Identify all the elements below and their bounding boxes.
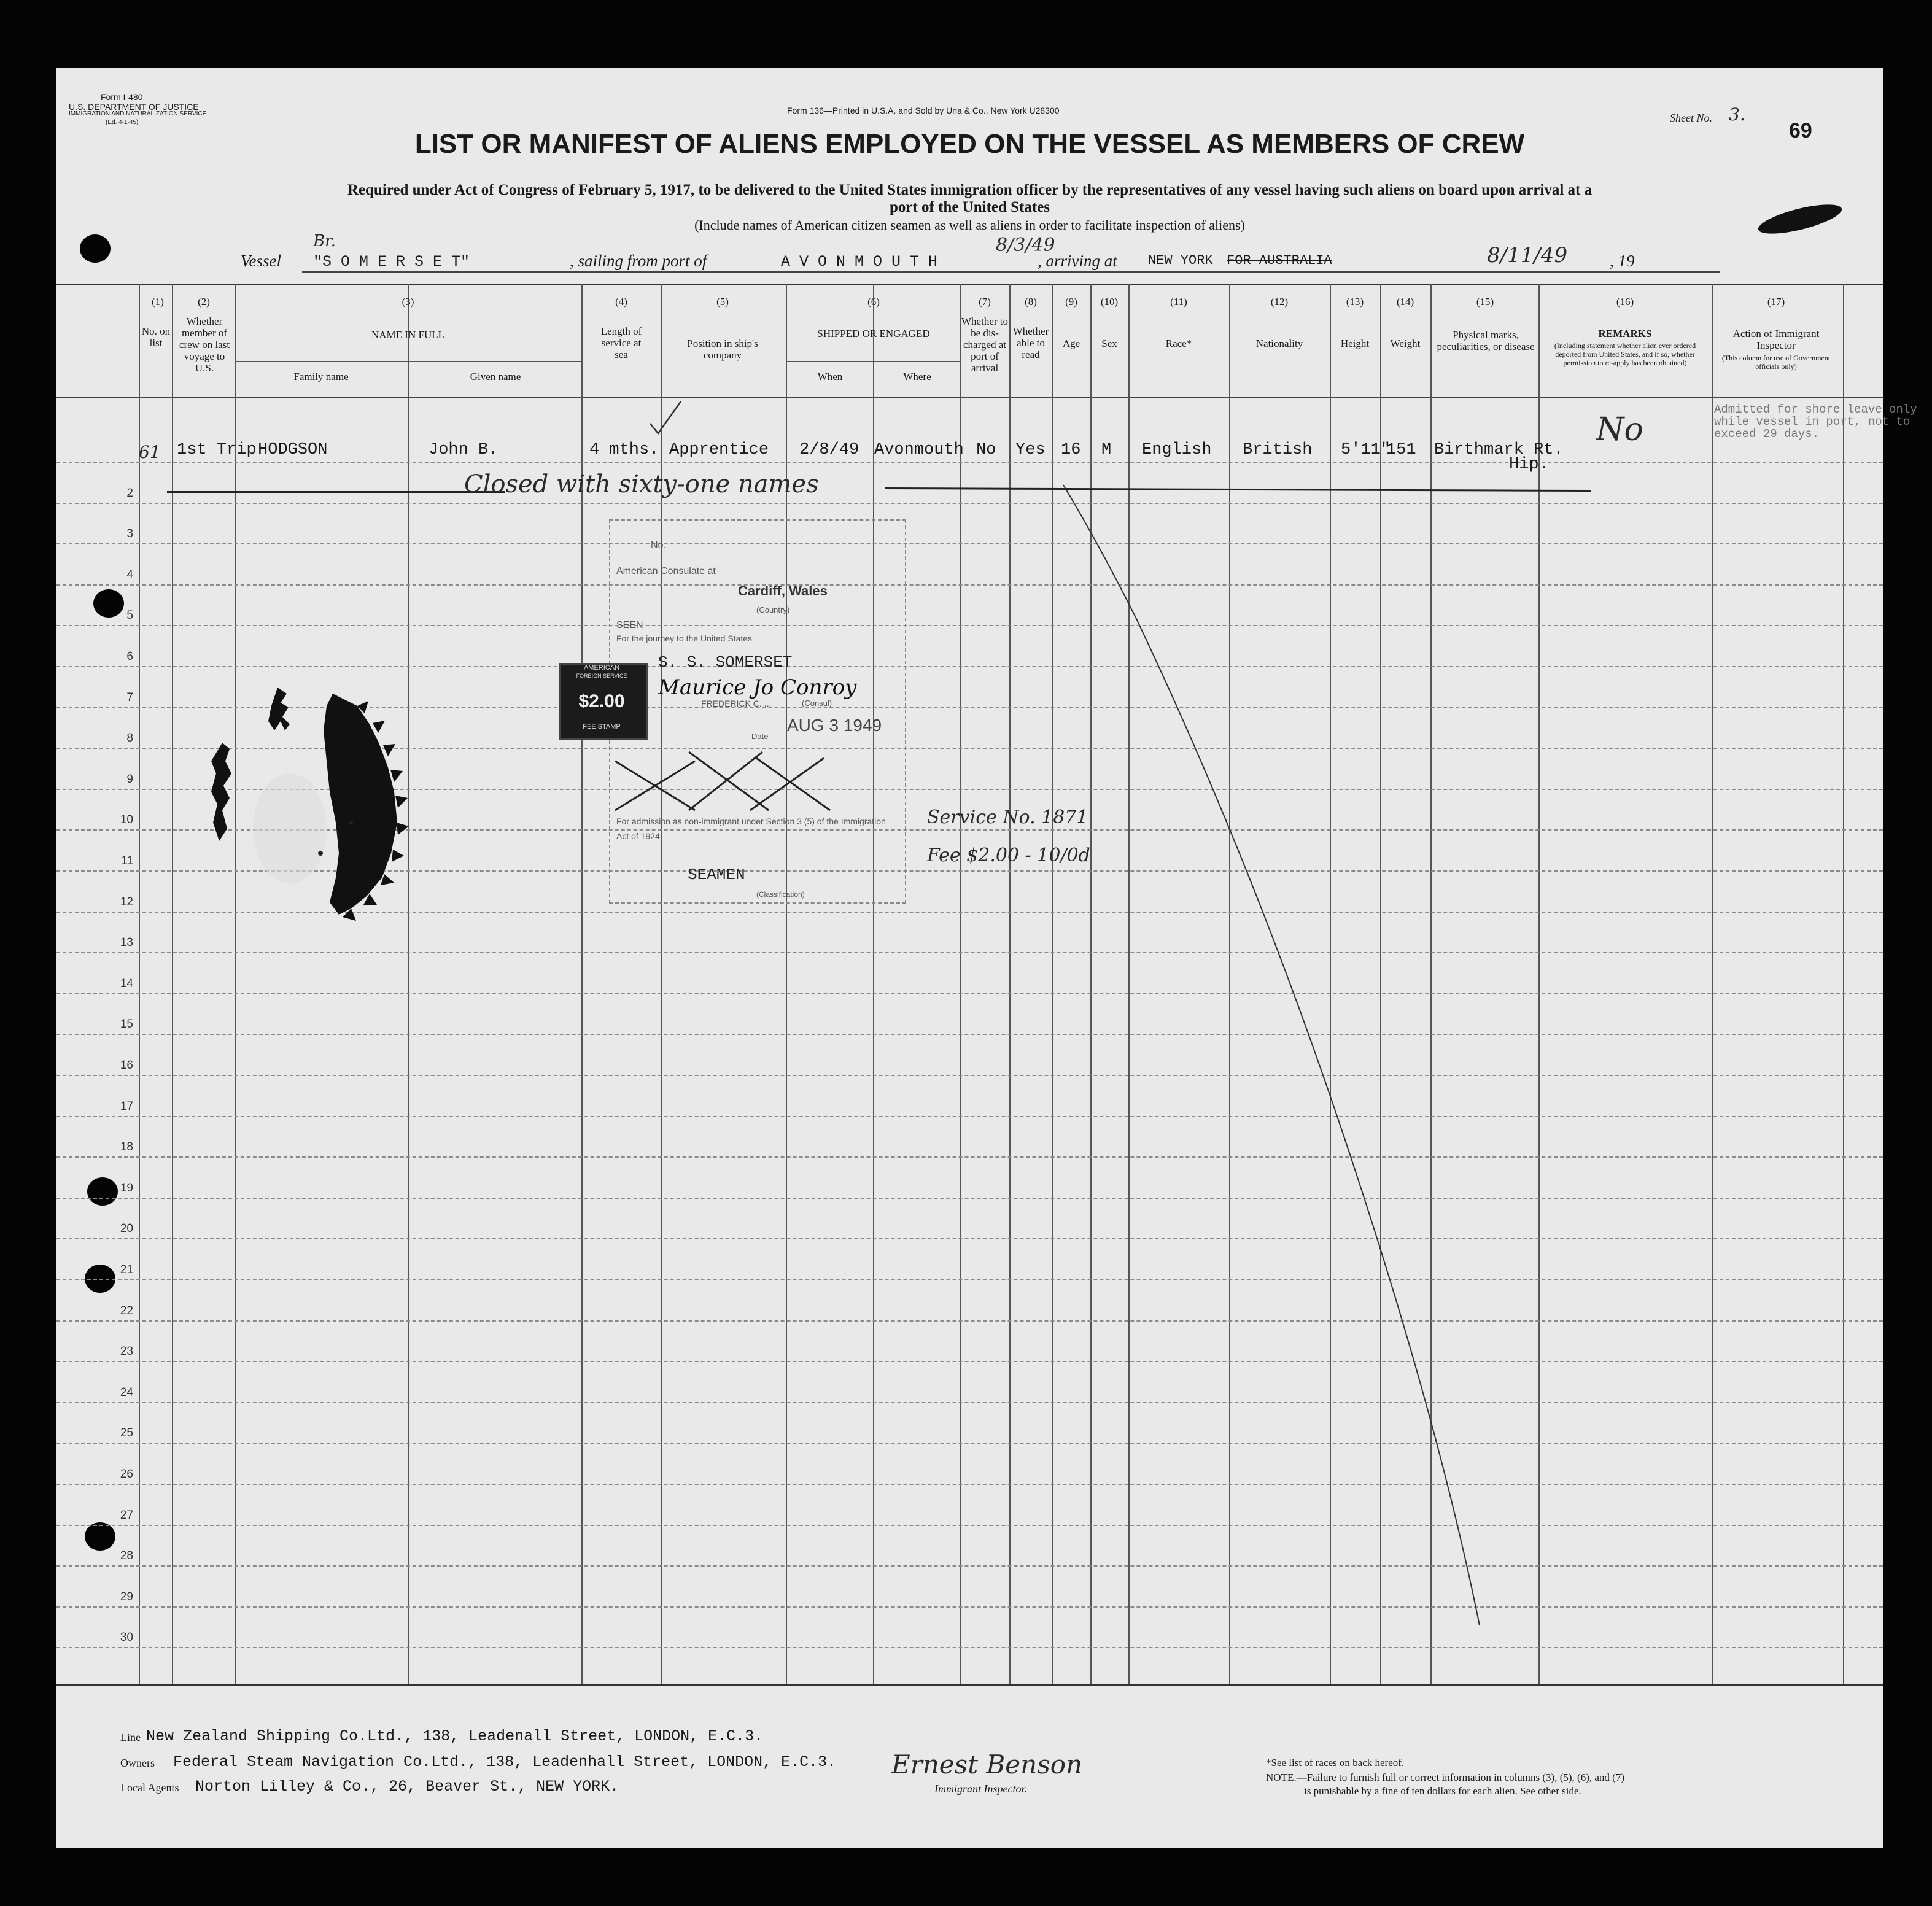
arriving-port: NEW YORK <box>1148 253 1213 268</box>
col4-header: Length of service at sea <box>600 325 642 360</box>
stamp-no-label: No. <box>651 540 666 551</box>
stamp-seen: SEEN <box>616 620 643 630</box>
col16-header: REMARKS <box>1598 328 1652 339</box>
entry-race: English <box>1142 441 1212 459</box>
row-number: 9 <box>126 773 133 786</box>
entry-weight: 151 <box>1386 441 1416 459</box>
stamp-consul-name: FREDERICK C. ... <box>701 699 772 708</box>
page-number: 69 <box>1789 119 1812 142</box>
stamp-city: Cardiff, Wales <box>738 583 828 599</box>
row-number: 19 <box>120 1182 133 1195</box>
col6-header: SHIPPED OR ENGAGED <box>817 328 930 339</box>
row-number: 17 <box>120 1100 133 1113</box>
col5-number: (5) <box>716 296 729 308</box>
row-number: 13 <box>120 936 133 949</box>
entry-number: 61 <box>139 442 161 462</box>
row-number: 7 <box>126 691 133 704</box>
row-number: 20 <box>120 1222 133 1235</box>
col13-header: Height <box>1340 338 1370 349</box>
footer-owners-label: Owners <box>120 1757 155 1769</box>
port-of-departure: A V O N M O U T H <box>781 253 938 271</box>
stamp-country-label: (Country) <box>756 605 790 614</box>
col11-number: (11) <box>1170 296 1187 308</box>
col9-header: Age <box>1062 338 1080 349</box>
footer-line-value: New Zealand Shipping Co.Ltd., 138, Leadenall Street, LONDON, E.C.3. <box>146 1727 764 1745</box>
closing-note: Closed with sixty-one names <box>464 470 819 498</box>
row-number: 28 <box>120 1549 133 1562</box>
col14-number: (14) <box>1396 296 1414 308</box>
entry-sex: M <box>1101 441 1112 459</box>
vessel-label: Vessel <box>241 252 281 270</box>
service-name: IMMIGRATION AND NATURALIZATION SERVICE <box>69 110 207 117</box>
col4-number: (4) <box>615 296 627 308</box>
arriving-label: , arriving at <box>1038 252 1117 270</box>
entry-position: Apprentice <box>669 441 769 459</box>
col11-header: Race* <box>1165 338 1192 349</box>
col8-header: Whether able to read <box>1012 325 1049 360</box>
entry-last-voyage: 1st Trip <box>177 441 257 459</box>
stamp-admission-text: For admission as non-immigrant under Section 3 (5) of the Immigration Act of 1924 <box>616 816 886 841</box>
form-date: (Ed. 4-1-45) <box>106 119 139 126</box>
col10-number: (10) <box>1100 296 1119 308</box>
entry-shipped-when: 2/8/49 <box>799 441 859 459</box>
stamp-classification: SEAMEN <box>688 866 745 884</box>
col7-number: (7) <box>979 296 991 308</box>
row-number: 12 <box>120 896 133 908</box>
entry-action-line3: exceed 29 days. <box>1714 427 1820 441</box>
when-header: When <box>817 371 843 382</box>
entry-able-to-read: Yes <box>1015 441 1046 459</box>
row-number: 30 <box>120 1631 133 1644</box>
col14-header: Weight <box>1390 338 1421 349</box>
fee-stamp-bottom: FEE STAMP <box>583 723 621 730</box>
form-number: Form I-480 <box>101 92 143 102</box>
entry-discharged: No <box>976 441 996 459</box>
stamp-consul-label: (Consul) <box>802 699 832 708</box>
row-number: 2 <box>126 487 133 500</box>
cancel-crosses <box>609 749 904 816</box>
col3-number: (3) <box>402 296 414 308</box>
col1-header: No. on list <box>141 325 171 349</box>
fee-note: Fee $2.00 - 10/0d <box>927 845 1090 866</box>
page-title: LIST OR MANIFEST OF ALIENS EMPLOYED ON THE VESSEL AS MEMBERS OF CREW <box>414 129 1525 159</box>
stamp-classification-label: (Classification) <box>756 890 805 899</box>
fee-stamp-value: $2.00 <box>578 691 625 711</box>
year-label: , 19 <box>1610 252 1635 270</box>
footer-line-label: Line <box>120 1731 141 1743</box>
col7-header: Whether to be dis-charged at port of arrival <box>961 316 1008 374</box>
col12-number: (12) <box>1270 296 1289 308</box>
row-number: 25 <box>120 1427 133 1439</box>
row-number: 10 <box>120 813 133 826</box>
entry-given-name: John B. <box>429 441 499 459</box>
consul-signature: Maurice Jo Conroy <box>658 675 857 700</box>
row-number: 21 <box>120 1263 133 1276</box>
family-name-header: Family name <box>293 371 349 382</box>
col8-number: (8) <box>1025 296 1037 308</box>
sailing-date: 8/3/49 <box>996 234 1055 256</box>
row-number: 16 <box>120 1059 133 1072</box>
col16-number: (16) <box>1616 296 1634 308</box>
col1-number: (1) <box>152 296 164 308</box>
entry-service: 4 mths. <box>589 441 659 459</box>
manifest-sheet <box>56 68 1917 1848</box>
col9-number: (9) <box>1065 296 1077 308</box>
row-number: 22 <box>120 1304 133 1317</box>
row-number: 3 <box>126 527 133 540</box>
col16-note: (Including statement whether alien ever ordered deported from United States, and if so, whether permission to re-apply has been obtained) <box>1554 341 1696 367</box>
col2-header: Whether member of crew on last voyage to U.S. <box>179 316 230 374</box>
row-number: 23 <box>120 1345 133 1358</box>
row-number: 29 <box>120 1590 133 1603</box>
row-number: 27 <box>120 1509 133 1522</box>
struck-destination: FOR AUSTRALIA <box>1227 253 1332 268</box>
sailing-label: , sailing from port of <box>570 252 707 270</box>
row-number: 15 <box>120 1018 133 1031</box>
entry-action-line2: while vessel in port, not to <box>1714 415 1911 428</box>
fee-stamp-top: AMERICAN <box>583 664 620 672</box>
stamp-date: AUG 3 1949 <box>787 716 882 735</box>
row-number: 26 <box>120 1468 133 1481</box>
subtitle-line2: port of the United States <box>889 199 1050 215</box>
row-number: 8 <box>126 732 133 745</box>
wax-seal-icon <box>155 669 449 964</box>
stamp-consulate-label: American Consulate at <box>616 566 716 576</box>
footer-agents-value: Norton Lilley & Co., 26, Beaver St., NEW YORK. <box>195 1778 619 1796</box>
entry-age: 16 <box>1061 441 1081 459</box>
vessel-name: "S O M E R S E T" <box>313 253 470 271</box>
col10-header: Sex <box>1101 338 1117 349</box>
service-number-note: Service No. 1871 <box>927 807 1088 828</box>
col17-note: (This column for use of Government officials only) <box>1721 354 1831 371</box>
col3-header: NAME IN FULL <box>371 329 444 341</box>
entry-family-name: HODGSON <box>258 441 328 459</box>
given-name-header: Given name <box>470 371 521 382</box>
department: U.S. DEPARTMENT OF JUSTICE <box>69 102 199 112</box>
footer-owners-value: Federal Steam Navigation Co.Ltd., 138, Leadenhall Street, LONDON, E.C.3. <box>173 1753 837 1771</box>
col5-header: Position in ship's company <box>687 338 758 361</box>
subtitle-line3: (Include names of American citizen seamen as well as aliens in order to facilitate inspection of aliens) <box>694 217 1245 233</box>
arrival-date: 8/11/49 <box>1487 243 1568 268</box>
col15-header: Physical marks, peculiarities, or disease <box>1437 329 1535 352</box>
entry-height: 5'11" <box>1341 441 1391 459</box>
entry-remarks: No <box>1596 411 1643 448</box>
inspector-signature: Ernest Benson <box>891 1749 1083 1780</box>
row-number: 24 <box>120 1386 133 1399</box>
footer-note-line1: NOTE.—Failure to furnish full or correct information in columns (3), (5), (6), and (7) <box>1266 1772 1624 1783</box>
vessel-prefix: Br. <box>313 232 336 250</box>
row-number: 5 <box>126 609 133 622</box>
stamp-date-label: Date <box>751 732 769 741</box>
subtitle-line1: Required under Act of Congress of February 5, 1917, to be delivered to the United States immigration officer by the representatives of any vessel having such aliens on board upon arrival at a <box>347 182 1593 198</box>
col17-number: (17) <box>1767 296 1785 308</box>
sheet-number: 3. <box>1729 104 1745 125</box>
footer-note-line2: is punishable by a fine of ten dollars for each alien. See other side. <box>1304 1785 1581 1797</box>
entry-shipped-where: Avonmouth <box>874 441 964 459</box>
col2-number: (2) <box>198 296 210 308</box>
where-header: Where <box>903 371 931 382</box>
row-number: 14 <box>120 977 133 990</box>
col6-number: (6) <box>867 296 880 308</box>
entry-nationality: British <box>1243 441 1313 459</box>
stamp-for-text: For the journey to the United States <box>616 633 753 643</box>
col12-header: Nationality <box>1255 338 1303 349</box>
row-number: 18 <box>120 1141 133 1153</box>
col15-number: (15) <box>1476 296 1494 308</box>
fee-stamp-mid: FOREIGN SERVICE <box>576 673 627 679</box>
row-number: 11 <box>121 854 133 867</box>
entry-action-line1: Admitted for shore leave only <box>1714 403 1917 416</box>
inspector-label: Immigrant Inspector. <box>934 1783 1027 1795</box>
row-number: 6 <box>126 650 133 663</box>
entry-marks-line2: Hip. <box>1509 455 1549 474</box>
printer-note: Form 136—Printed in U.S.A. and Sold by Una & Co., New York U28300 <box>787 106 1060 115</box>
entry-marks-line1: Birthmark Rt. <box>1434 441 1564 459</box>
footer-agents-label: Local Agents <box>120 1781 179 1794</box>
stamp-vessel: S. S. SOMERSET <box>658 653 793 672</box>
col13-number: (13) <box>1346 296 1364 308</box>
row-number: 4 <box>126 568 133 581</box>
sheet-label: Sheet No. <box>1670 112 1712 124</box>
col17-header: Action of Immigrant Inspector <box>1732 328 1820 351</box>
footer-note-races: *See list of races on back hereof. <box>1266 1757 1405 1768</box>
